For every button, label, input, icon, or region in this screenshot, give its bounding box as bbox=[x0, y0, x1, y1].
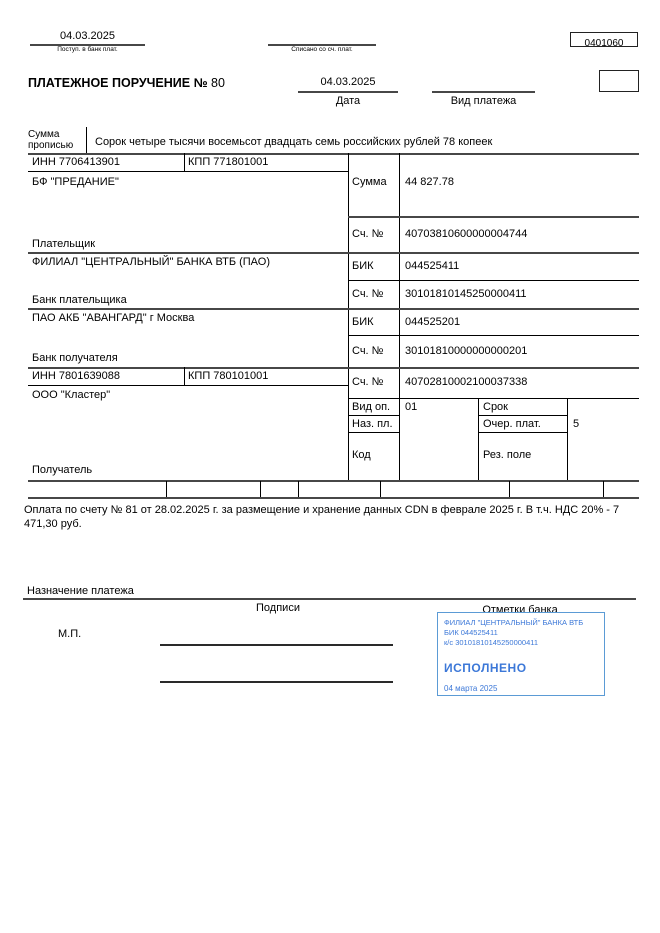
document-number: 80 bbox=[211, 76, 225, 90]
payee-kpp: КПП 780101001 bbox=[188, 370, 269, 382]
payer-account-label: Сч. № bbox=[352, 228, 384, 240]
divider bbox=[298, 481, 299, 497]
payee-bank-corr: 30101810000000000201 bbox=[405, 345, 528, 357]
bank-marks-label: Отметки банка bbox=[482, 604, 558, 616]
payee-name: ООО "Кластер" bbox=[32, 389, 111, 401]
divider bbox=[478, 432, 567, 433]
stamp-bank-name: ФИЛИАЛ "ЦЕНТРАЛЬНЫЙ" БАНКА ВТБ bbox=[444, 618, 584, 627]
reserve-field-label: Рез. поле bbox=[483, 449, 532, 461]
divider bbox=[86, 127, 87, 153]
form-code: 0401060 bbox=[584, 38, 624, 49]
divider bbox=[28, 252, 639, 254]
code-label: Код bbox=[352, 449, 371, 461]
divider bbox=[28, 153, 639, 155]
payment-type-box bbox=[599, 70, 639, 92]
divider bbox=[28, 497, 639, 499]
seal-place-label: М.П. bbox=[58, 628, 82, 640]
date-value: 04.03.2025 bbox=[320, 76, 376, 88]
received-date-label: Поступ. в банк плат. bbox=[57, 46, 118, 53]
received-date-value: 04.03.2025 bbox=[59, 30, 116, 42]
payer-account: 40703810600000004744 bbox=[405, 228, 528, 240]
payment-purpose-label: Назначение платежа bbox=[27, 585, 134, 597]
divider bbox=[28, 171, 348, 172]
divider bbox=[348, 398, 639, 399]
amount-label: Сумма bbox=[352, 176, 387, 188]
amount-words-label: Сумма прописью bbox=[28, 129, 74, 151]
divider bbox=[28, 308, 639, 310]
payee-bank-bik: 044525201 bbox=[405, 316, 461, 328]
stamp-date: 04 марта 2025 bbox=[444, 684, 498, 693]
divider bbox=[260, 481, 261, 497]
date-label: Дата bbox=[335, 95, 361, 107]
divider bbox=[23, 598, 636, 600]
payee-account: 40702810002100037338 bbox=[405, 376, 528, 388]
payee-label: Получатель bbox=[32, 464, 93, 476]
amount-words: Сорок четыре тысячи восемьсот двадцать семь российских рублей 78 копеек bbox=[95, 136, 493, 148]
divider bbox=[399, 153, 400, 480]
divider bbox=[509, 481, 510, 497]
divider bbox=[567, 398, 568, 480]
divider bbox=[28, 480, 639, 482]
divider bbox=[478, 398, 479, 480]
op-type-value: 01 bbox=[405, 401, 418, 413]
payer-bank-bik: 044525411 bbox=[405, 260, 460, 272]
payee-inn: ИНН 7801639088 bbox=[32, 370, 121, 382]
priority-label: Очер. плат. bbox=[483, 418, 541, 430]
divider bbox=[432, 91, 535, 93]
payment-basis-label: Наз. пл. bbox=[352, 418, 393, 430]
payee-bank-bik-label: БИК bbox=[352, 316, 374, 328]
divider bbox=[348, 415, 399, 416]
divider bbox=[184, 367, 185, 385]
divider bbox=[348, 216, 639, 218]
title-text: ПЛАТЕЖНОЕ ПОРУЧЕНИЕ № bbox=[28, 76, 208, 90]
payer-bank-name: ФИЛИАЛ "ЦЕНТРАЛЬНЫЙ" БАНКА ВТБ (ПАО) bbox=[32, 256, 270, 268]
signatures-label: Подписи bbox=[256, 602, 300, 614]
divider bbox=[478, 415, 567, 416]
term-label: Срок bbox=[483, 401, 508, 413]
payer-bank-label: Банк плательщика bbox=[32, 294, 127, 306]
divider bbox=[184, 153, 185, 171]
debited-label: Списано со сч. плат. bbox=[291, 46, 353, 53]
divider bbox=[298, 91, 398, 93]
signature-line bbox=[160, 681, 393, 683]
amount-value: 44 827.78 bbox=[405, 176, 454, 188]
payer-inn: ИНН 7706413901 bbox=[32, 156, 121, 168]
document-title bbox=[28, 77, 225, 90]
divider bbox=[28, 385, 348, 386]
divider bbox=[166, 481, 167, 497]
signature-line bbox=[160, 644, 393, 646]
payer-kpp: КПП 771801001 bbox=[188, 156, 269, 168]
divider bbox=[348, 153, 349, 480]
payment-type-label: Вид платежа bbox=[450, 95, 517, 107]
payment-purpose: Оплата по счету № 81 от 28.02.2025 г. за размещение и хранение данных CDN в феврале 2025 г. В т.ч. НДС 20% - 7 471,30 руб. bbox=[24, 504, 620, 530]
priority-value: 5 bbox=[573, 418, 580, 430]
payee-account-label: Сч. № bbox=[352, 376, 384, 388]
payer-label: Плательщик bbox=[32, 238, 96, 250]
payee-bank-corr-label: Сч. № bbox=[352, 345, 384, 357]
payee-bank-name: ПАО АКБ "АВАНГАРД" г Москва bbox=[32, 312, 195, 324]
payer-bank-corr-label: Сч. № bbox=[352, 288, 384, 300]
payee-bank-label: Банк получателя bbox=[32, 352, 118, 364]
divider bbox=[348, 280, 639, 281]
stamp-corr-account: к/с 30101810145250000411 bbox=[444, 638, 539, 647]
divider bbox=[348, 432, 399, 433]
bank-stamp bbox=[437, 612, 605, 696]
stamp-bik: БИК 044525411 bbox=[444, 628, 498, 637]
divider bbox=[603, 481, 604, 497]
form-code-box bbox=[570, 32, 638, 47]
divider bbox=[348, 335, 639, 336]
op-type-label: Вид оп. bbox=[352, 401, 391, 413]
payer-bank-corr: 30101810145250000411 bbox=[405, 288, 527, 300]
stamp-status: ИСПОЛНЕНО bbox=[444, 661, 527, 675]
divider bbox=[28, 367, 639, 369]
payer-bank-bik-label: БИК bbox=[352, 260, 374, 272]
payer-name: БФ "ПРЕДАНИЕ" bbox=[32, 176, 119, 188]
divider bbox=[380, 481, 381, 497]
